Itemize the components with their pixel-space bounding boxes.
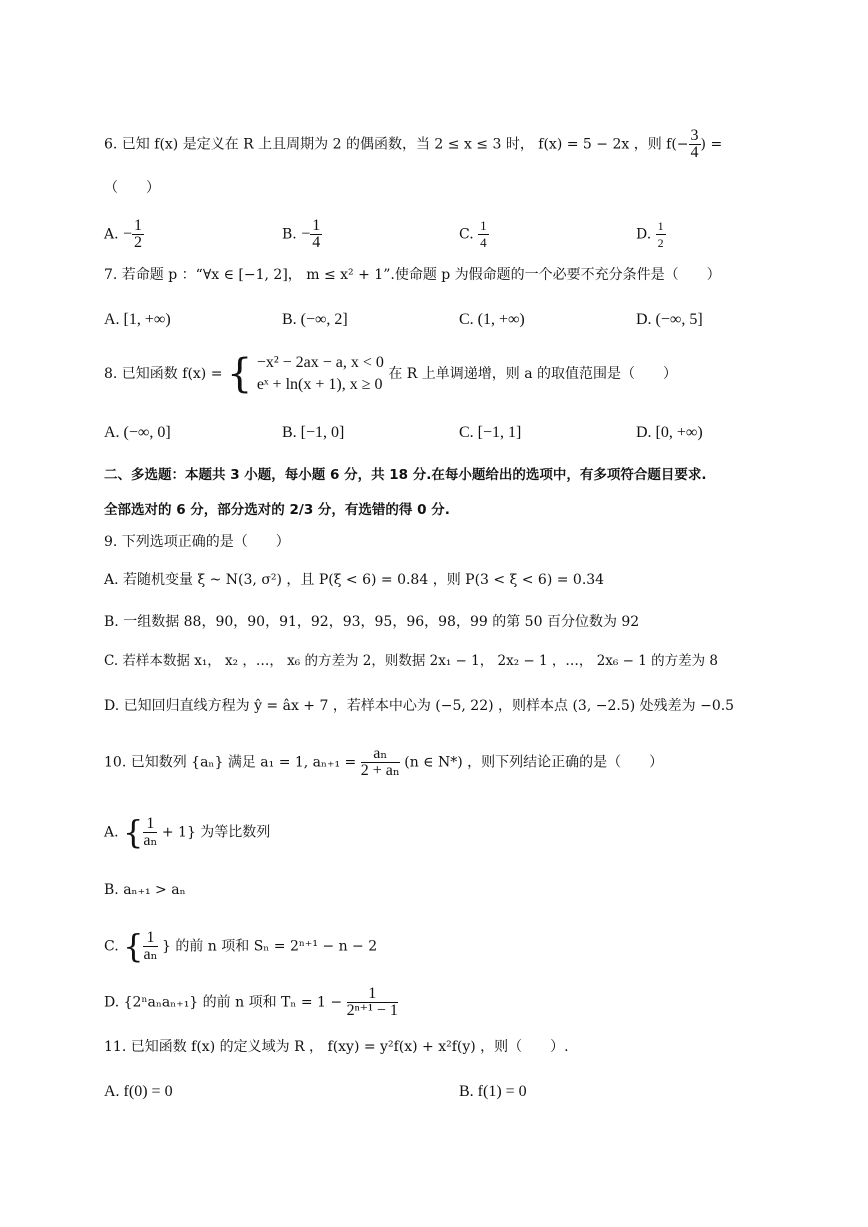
q9-option-c: C. 若样本数据 x₁， x₂ ，…， x₆ 的方差为 2，则数据 2x₁ − 1， 2x₂ − 1 ，…， 2x₆ − 1 的方差为 8 <box>104 653 718 669</box>
q8-cases: −x² − 2ax − a, x < 0 eˣ + ln(x + 1), x ≥ 0 <box>256 354 384 393</box>
q6-blank: （ ） <box>104 180 160 196</box>
q7-option-c: C. (1, +∞) <box>459 311 525 328</box>
q6-stem-end: ) = <box>700 136 723 153</box>
q9-stem: 9. 下列选项正确的是（ ） <box>104 534 290 550</box>
q6-stem-text: 6. 已知 f(x) 是定义在 R 上且周期为 2 的偶函数，当 2 ≤ x ≤ 3 时， f(x) = 5 − 2x ，则 f(− <box>104 136 689 153</box>
q6-fraction: $\frac{3}{4}$ <box>690 127 699 161</box>
q8-option-a: A. (−∞, 0] <box>104 424 171 441</box>
q11-option-b: B. f(1) = 0 <box>459 1083 527 1100</box>
q6-option-d: D. $\frac{1}{2}$ <box>636 219 664 250</box>
q10-option-a: A. { $\frac{1}{\text{aₙ}}$ + 1} 为等比数列 <box>104 813 271 852</box>
q11-stem: 11. 已知函数 f(x) 的定义域为 R ， f(xy) = y²f(x) + x²f(y) ，则（ ）. <box>104 1039 569 1055</box>
q6-option-b: B. − $\frac{1}{4}$ <box>282 217 321 251</box>
q10-option-c: C. { $\frac{1}{\text{aₙ}}$ } 的前 n 项和 Sₙ = 2ⁿ⁺¹ − n − 2 <box>104 927 378 966</box>
q6-stem <box>104 128 722 161</box>
q9-option-b: B. 一组数据 88，90，90，91，92，93，95，96，98，99 的第 50 百分位数为 92 <box>104 614 640 630</box>
q10-fraction: $\frac{\text{aₙ}}{\text{2 + aₙ}}$ <box>360 745 400 779</box>
q10-option-d: D. {2ⁿaₙaₙ₊₁} 的前 n 项和 Tₙ = 1 − $\frac{1}{\text{2ⁿ⁺¹ − 1}}$ <box>104 985 398 1019</box>
q7-option-a: A. [1, +∞) <box>104 311 171 328</box>
q10-stem: 10. 已知数列 {aₙ} 满足 a₁ = 1, aₙ₊₁ = $\frac{\text{aₙ}}{\text{2 + aₙ}}$ (n ∈ N*) ，则下列结论正确的是（ ） <box>104 745 664 779</box>
q8-option-d: D. [0, +∞) <box>636 424 703 441</box>
q9-option-d: D. 已知回归直线方程为 ŷ = âx + 7 ，若样本中心为 (−5, 22) ，则样本点 (3, −2.5) 处残差为 −0.5 <box>104 698 735 714</box>
q8-stem-prefix: 8. 已知函数 f(x) = <box>104 366 223 382</box>
q6-option-a: A. − $\frac{1}{2}$ <box>104 217 143 251</box>
q8-stem-suffix: 在 R 上单调递增，则 a 的取值范围是（ ） <box>388 366 678 382</box>
q9-option-a: A. 若随机变量 ξ ~ N(3, σ²) ，且 P(ξ < 6) = 0.84 ，则 P(3 < ξ < 6) = 0.34 <box>104 572 605 588</box>
section2-heading-line1: 二、多选题：本题共 3 小题，每小题 6 分，共 18 分.在每小题给出的选项中，有多项符合题目要求. <box>104 467 707 483</box>
q6-option-c: C. $\frac{1}{4}$ <box>459 218 487 250</box>
q8-brace: { <box>226 351 253 397</box>
q11-option-a: A. f(0) = 0 <box>104 1083 173 1100</box>
q7-stem: 7. 若命题 p ：“∀x ∈ [−1, 2]， m ≤ x² + 1”.使命题 p 为假命题的一个必要不充分条件是（ ） <box>104 267 721 283</box>
section2-heading-line2: 全部选对的 6 分，部分选对的 2/3 分，有选错的得 0 分. <box>104 502 450 518</box>
q8-stem <box>104 352 677 396</box>
q7-option-b: B. (−∞, 2] <box>282 311 348 328</box>
q8-option-b: B. [−1, 0] <box>282 424 345 441</box>
q8-option-c: C. [−1, 1] <box>459 424 522 441</box>
q10-option-b: B. aₙ₊₁ > aₙ <box>104 882 186 898</box>
q7-option-d: D. (−∞, 5] <box>636 311 703 328</box>
